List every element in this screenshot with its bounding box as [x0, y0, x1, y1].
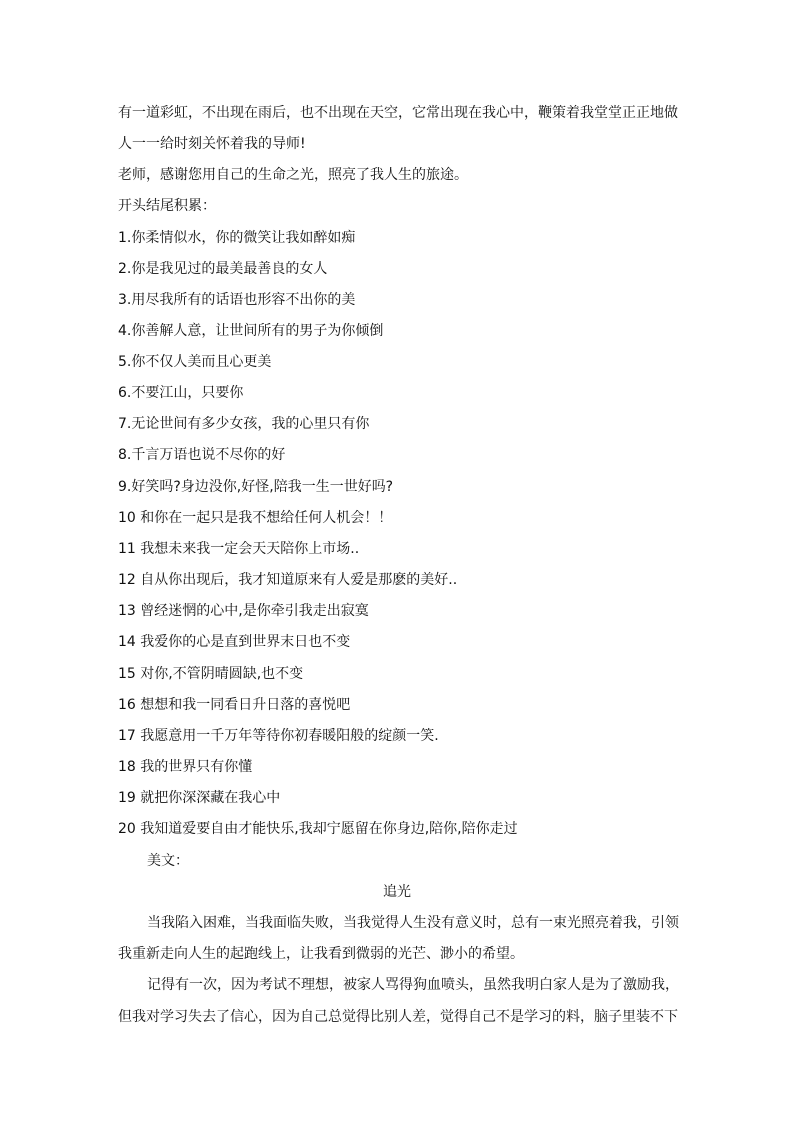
- intro-line: 人一一给时刻关怀着我的导师!: [118, 136, 306, 152]
- list-item: 13 曾经迷惘的心中,是你牵引我走出寂寞: [118, 603, 369, 619]
- list-item: 2.你是我见过的最美最善良的女人: [118, 261, 328, 277]
- list-item: 19 就把你深深藏在我心中: [118, 790, 281, 806]
- list-item: 12 自从你出现后，我才知道原来有人爱是那麽的美好..: [118, 572, 458, 588]
- section-heading: 开头结尾积累：: [118, 198, 216, 214]
- list-item: 16 想想和我一同看日升日落的喜悦吧: [118, 697, 351, 713]
- intro-line: 老师，感谢您用自己的生命之光，照亮了我人生的旅途。: [118, 167, 468, 183]
- list-item: 20 我知道爱要自由才能快乐,我却宁愿留在你身边,陪你,陪你走过: [118, 821, 518, 837]
- intro-line: 有一道彩虹，不出现在雨后，也不出现在天空，它常出现在我心中，鞭策着我堂堂正正地做: [118, 105, 678, 121]
- list-item: 14 我爱你的心是直到世界末日也不变: [118, 634, 351, 650]
- essay-paragraph-line: 我重新走向人生的起跑线上，让我看到微弱的光芒、渺小的希望。: [118, 946, 524, 962]
- essay-label: 美文：: [147, 853, 189, 869]
- list-item: 11 我想未来我一定会天天陪你上市场..: [118, 541, 360, 557]
- essay-paragraph-line: 但我对学习失去了信心，因为自己总觉得比别人差，觉得自己不是学习的料，脑子里装不下: [118, 1009, 678, 1025]
- list-item: 7.无论世间有多少女孩，我的心里只有你: [118, 416, 370, 432]
- list-item: 3.用尽我所有的话语也形容不出你的美: [118, 292, 356, 308]
- essay-title: 追光: [383, 884, 411, 900]
- list-item: 9.好笑吗?身边没你,好怪,陪我一生一世好吗?: [118, 479, 394, 495]
- list-item: 4.你善解人意，让世间所有的男子为你倾倒: [118, 323, 384, 339]
- essay-paragraph-line: 当我陷入困难，当我面临失败，当我觉得人生没有意义时，总有一束光照亮着我，引领: [147, 915, 679, 931]
- list-item: 6.不要江山，只要你: [118, 385, 244, 401]
- list-item: 1.你柔情似水，你的微笑让我如醉如痴: [118, 230, 356, 246]
- list-item: 18 我的世界只有你懂: [118, 759, 253, 775]
- list-item: 17 我愿意用一千万年等待你初春暖阳般的绽颜一笑.: [118, 728, 439, 744]
- list-item: 8.千言万语也说不尽你的好: [118, 447, 286, 463]
- list-item: 5.你不仅人美而且心更美: [118, 354, 272, 370]
- list-item: 10 和你在一起只是我不想给任何人机会！！: [118, 510, 393, 526]
- essay-paragraph-line: 记得有一次，因为考试不理想，被家人骂得狗血喷头，虽然我明白家人是为了激励我，: [147, 977, 679, 993]
- list-item: 15 对你,不管阴晴圆缺,也不变: [118, 666, 304, 682]
